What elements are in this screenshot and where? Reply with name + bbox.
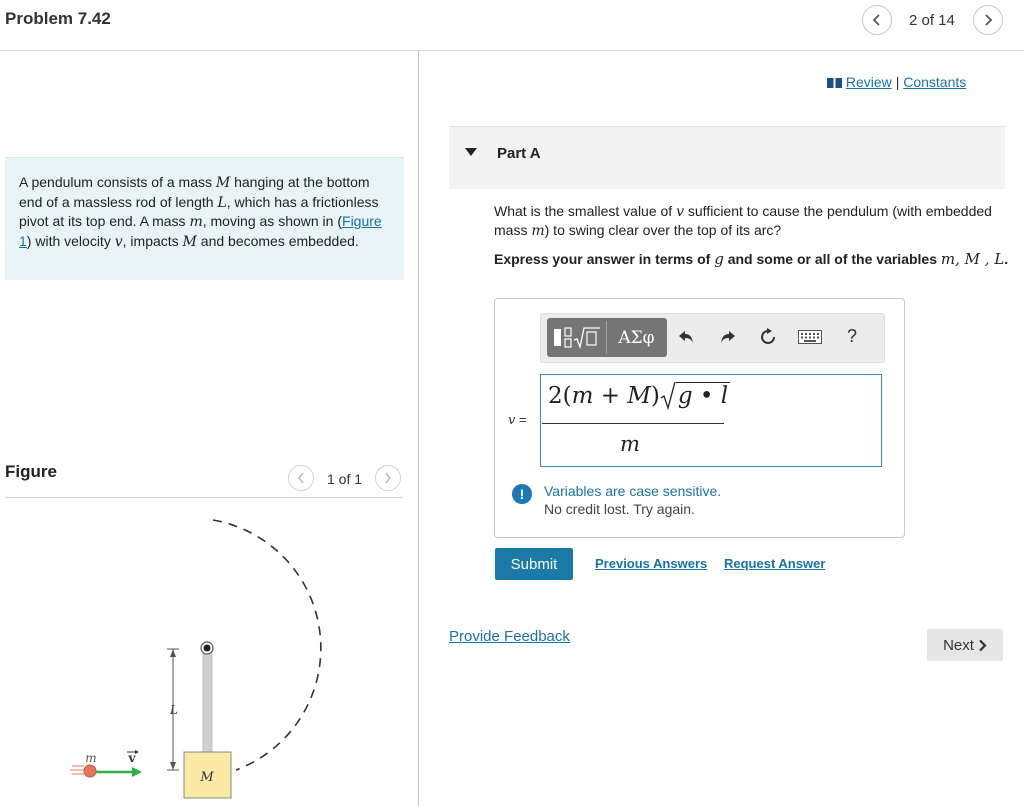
figure-count: 1 of 1 <box>327 471 363 487</box>
undo-button[interactable] <box>674 325 698 349</box>
mass-label-M: M <box>200 770 214 785</box>
warning-icon: ! <box>512 484 532 504</box>
reset-button[interactable] <box>756 325 780 349</box>
link-separator: | <box>895 74 900 90</box>
length-label-L: L <box>170 703 178 717</box>
problem-count: 2 of 14 <box>909 12 955 29</box>
question-text: What is the smallest value of v sufficient to cause the pendulum (with embedded mass m) to swing clear over the top of its arc? <box>494 203 992 239</box>
sqrt-content: g • l <box>677 383 729 409</box>
problem-statement: A pendulum consists of a mass M hanging at the bottom end of a massless rod of length L, which has a frictionless pivot at its top end. A mass m, moving as shown in (Figure 1) with velocity v, impacts M and becomes embedded. <box>5 157 404 280</box>
keyboard-button[interactable] <box>796 327 824 347</box>
figure-divider <box>5 497 403 498</box>
greek-symbols-button[interactable]: ΑΣφ <box>618 327 655 348</box>
template-sqrt-icon <box>552 325 602 351</box>
problem-title: Problem 7.42 <box>5 9 111 28</box>
pendulum-rod <box>203 646 212 753</box>
header-divider <box>0 50 1024 51</box>
ball-label-m: m <box>85 751 97 765</box>
warning-message: Variables are case sensitive. <box>544 483 722 499</box>
pendulum-figure <box>60 505 360 805</box>
redo-button[interactable] <box>716 325 740 349</box>
collapse-caret-icon[interactable] <box>465 148 477 156</box>
answer-instruction: Express your answer in terms of g and some or all of the variables m, M , L. <box>494 250 1009 268</box>
chevron-left-icon <box>872 13 882 27</box>
part-title: Part A <box>497 145 541 162</box>
figure-label: Figure <box>5 462 57 481</box>
figure-link[interactable]: Figure 1 <box>19 213 382 249</box>
request-answer-link[interactable]: Request Answer <box>724 556 826 571</box>
next-problem-button[interactable] <box>973 5 1003 35</box>
redo-icon <box>720 330 736 344</box>
next-button[interactable] <box>927 629 1003 661</box>
templates-button[interactable] <box>549 320 604 355</box>
review-constants-links <box>827 74 966 90</box>
submit-button[interactable]: Submit <box>495 548 573 580</box>
chevron-left-icon <box>297 472 305 484</box>
answer-denominator: m <box>620 432 640 456</box>
review-link[interactable]: Review <box>845 74 892 90</box>
incoming-mass-ball <box>84 765 96 777</box>
reset-icon <box>759 328 777 346</box>
previous-problem-button[interactable] <box>862 5 892 35</box>
previous-answers-link[interactable]: Previous Answers <box>595 556 708 571</box>
undo-icon <box>678 330 694 344</box>
book-icon <box>827 78 842 88</box>
figure-prev-button[interactable] <box>288 465 314 491</box>
figure-next-button[interactable] <box>375 465 401 491</box>
answer-numerator: 2(m + M) g • l <box>548 380 730 410</box>
warning-detail: No credit lost. Try again. <box>544 501 695 517</box>
panel-splitter[interactable] <box>418 51 419 806</box>
constants-link[interactable]: Constants <box>903 74 967 90</box>
help-button[interactable]: ? <box>846 325 857 346</box>
chevron-right-icon <box>384 472 392 484</box>
keyboard-icon <box>798 330 822 344</box>
sqrt-radical-icon <box>660 380 676 410</box>
chevron-right-icon <box>983 13 993 27</box>
fraction-bar <box>542 423 724 424</box>
next-label: Next <box>943 636 974 654</box>
velocity-label-v: v <box>128 751 136 765</box>
chevron-right-icon <box>978 639 987 652</box>
swing-arc <box>213 520 321 770</box>
provide-feedback-link[interactable]: Provide Feedback <box>449 628 570 645</box>
answer-variable-label: v = <box>508 412 527 428</box>
